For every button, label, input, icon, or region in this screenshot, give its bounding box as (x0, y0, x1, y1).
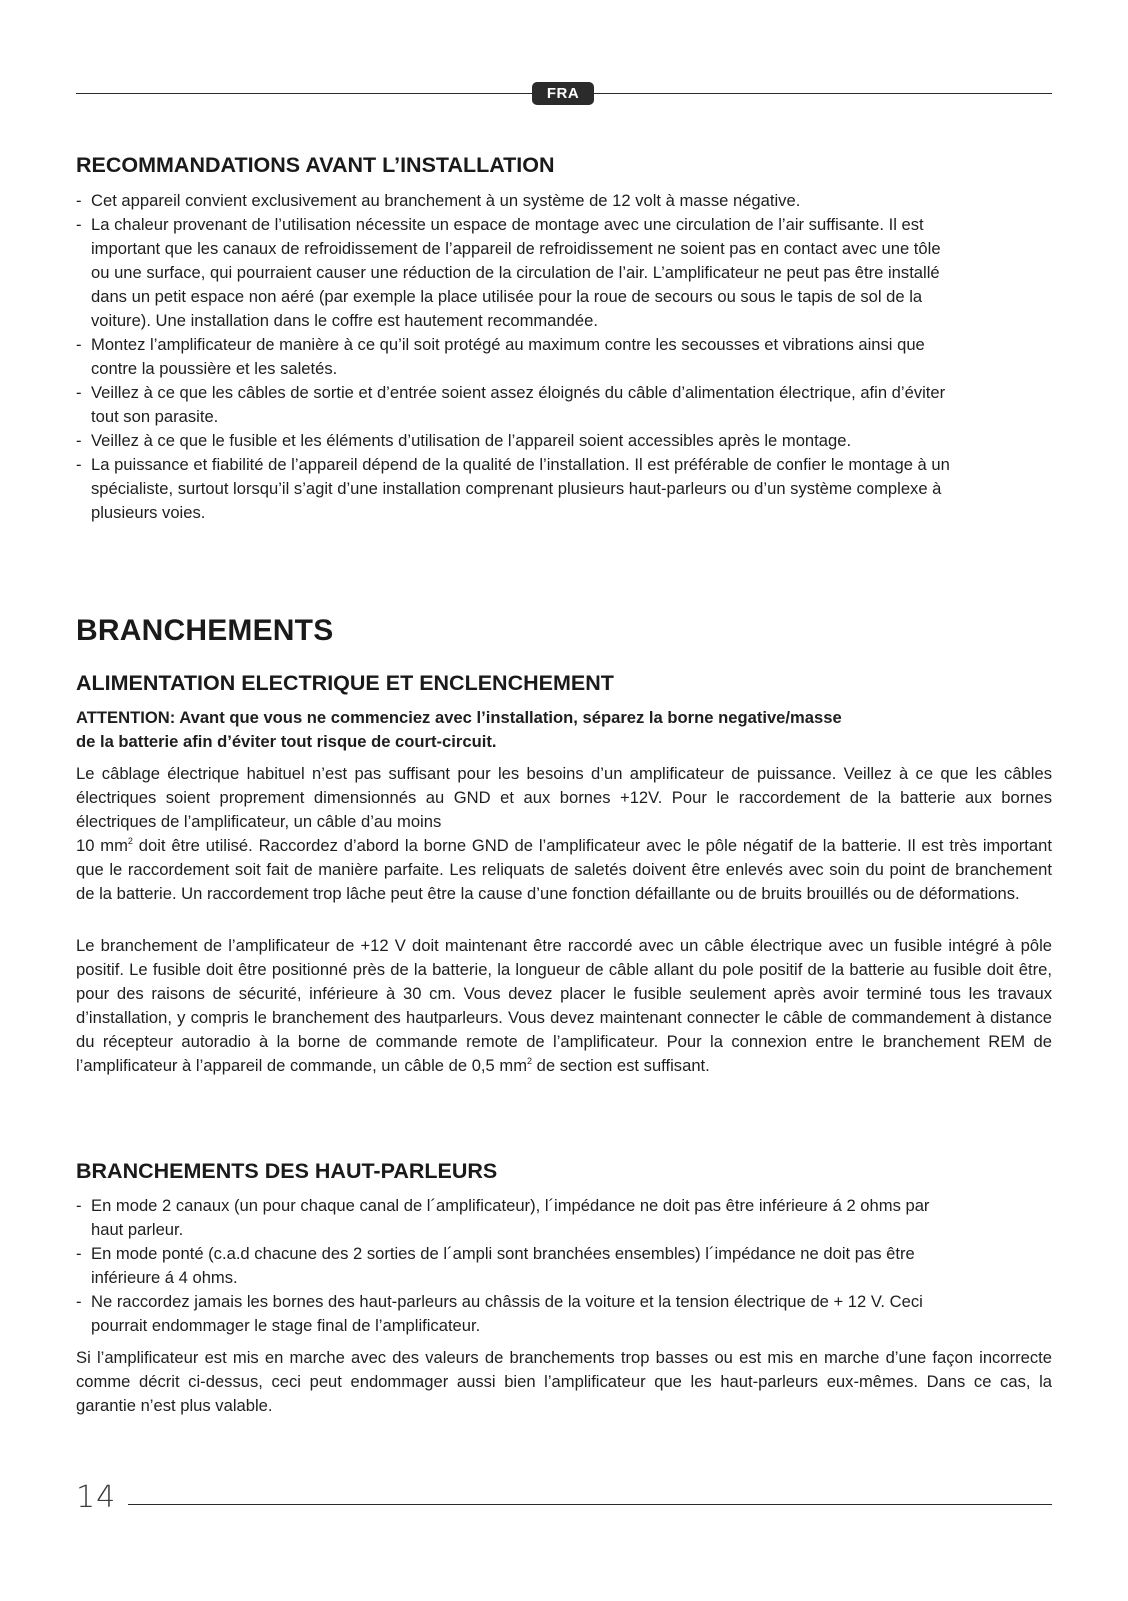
list-item: - Montez l’amplificateur de manière à ce qu’il soit protégé au maximum contre les secousses et vibrations ainsi que contre la poussière et les saletés. (76, 333, 956, 381)
paragraph-text: Si l’amplificateur est mis en marche avec des valeurs de branchements trop basses ou est mis en marche d’une façon incorrecte comme décrit ci-dessus, ceci peut endommager aussi bien l’amplificateur que les haut-parleurs eux-mêmes. Dans ce cas, la garantie n’est plus valable. (76, 1348, 1052, 1415)
alimentation-paragraph-2 (76, 934, 1052, 1078)
paragraph-text: de section est suffisant. (532, 1056, 710, 1075)
attention-block (76, 706, 856, 754)
list-item: - La chaleur provenant de l’utilisation nécessite un espace de montage avec une circulation de l’air suffisante. Il est important que les canaux de refroidissement de l’appareil de refroidissement ne soient pas en contact avec une tôle ou une surface, qui pourraient causer une réduction de la circulation de l’air. L’amplificateur ne peut pas être installé dans un petit espace non aéré (par exemple la place utilisée pour la roue de secours ou sous le tapis de sol de la voiture). Une installation dans le coffre est hautement recommandée. (76, 213, 956, 333)
subsection-title-alimentation: ALIMENTATION ELECTRIQUE ET ENCLENCHEMENT (76, 671, 614, 695)
paragraph-part: Le câblage électrique habituel n’est pas suffisant pour les besoins d’un amplificateur de puissance. Veillez à ce que les câbles électriques soient proprement dimensionnés au GND et aux bornes +12V. Pour le raccordement de la batterie aux bornes électriques de l’amplificateur, un câble d’au moins (76, 764, 1052, 831)
paragraph-text: 10 mm (76, 836, 128, 855)
superscript: 2 (527, 1056, 533, 1066)
superscript: 2 (127, 836, 133, 846)
list-item: - La puissance et fiabilité de l’appareil dépend de la qualité de l’installation. Il est préférable de confier le montage à un spécialiste, surtout lorsqu’il s’agit d’une installation comprenant plusieurs haut-parleurs ou d’un système complexe à plusieurs voies. (76, 453, 956, 525)
list-item: - En mode 2 canaux (un pour chaque canal de l´amplificateur), l´impédance ne doit pas être inférieure á 2 ohms par haut parleur. (76, 1194, 956, 1242)
section-title-branchements: BRANCHEMENTS (76, 614, 334, 647)
paragraph-text: doit être utilisé. Raccordez d’abord la borne GND de l’amplificateur avec le pôle négatif de la batterie. Il est très important que le raccordement soit fait de manière parfaite. Les reliquats de saletés doivent être enlevés avec soin du point de branchement de la batterie. Un raccordement trop lâche peut être la cause d’une fonction défaillante ou de bruits brouillés ou de déformations. (76, 836, 1052, 903)
list-item: - Veillez à ce que le fusible et les éléments d’utilisation de l’appareil soient accessibles après le montage. (76, 429, 956, 453)
paragraph-part (76, 934, 1052, 1078)
paragraph-text: Le branchement de l’amplificateur de +12 V doit maintenant être raccordé avec un câble électrique avec un fusible intégré à pôle positif. Le fusible doit être positionné près de la batterie, la longueur de câble allant du pole positif de la batterie au fusible doit être, pour des raisons de sécurité, inférieure à 30 cm. Vous devez placer le fusible seulement après avoir terminé tous les travaux d’installation, y compris le branchement des hautparleurs. Vous devez maintenant connecter le câble de commandement à distance du récepteur autoradio à la borne de commande remote de l’amplificateur. Pour la connexion entre le branchement REM de l’amplificateur à l’appareil de commande, un câble de 0,5 mm (76, 936, 1052, 1075)
page-number: 14 (76, 1480, 117, 1515)
subsection-title-haut-parleurs: BRANCHEMENTS DES HAUT-PARLEURS (76, 1159, 498, 1183)
paragraph-part (76, 834, 1052, 906)
haut-parleurs-list-block (76, 1194, 956, 1338)
footer-rule (128, 1504, 1052, 1505)
list-item: - Cet appareil convient exclusivement au branchement à un système de 12 volt à masse négative. (76, 189, 956, 213)
recommandations-list-block (76, 189, 956, 525)
language-tag: FRA (532, 82, 594, 105)
section-title-recommandations: RECOMMANDATIONS AVANT L’INSTALLATION (76, 153, 555, 177)
alimentation-paragraph-1 (76, 762, 1052, 906)
attention-text: ATTENTION: Avant que vous ne commenciez avec l’installation, séparez la borne negative/masse de la batterie afin d’éviter tout risque de court-circuit. (76, 708, 842, 751)
list-item: - Veillez à ce que les câbles de sortie et d’entrée soient assez éloignés du câble d’alimentation électrique, afin d’éviter tout son parasite. (76, 381, 956, 429)
list-item: - En mode ponté (c.a.d chacune des 2 sorties de l´ampli sont branchées ensembles) l´impédance ne doit pas être inférieure á 4 ohms. (76, 1242, 956, 1290)
list-item: - Ne raccordez jamais les bornes des haut-parleurs au châssis de la voiture et la tension électrique de + 12 V. Ceci pourrait endommager le stage final de l’amplificateur. (76, 1290, 956, 1338)
haut-parleurs-closing (76, 1346, 1052, 1418)
